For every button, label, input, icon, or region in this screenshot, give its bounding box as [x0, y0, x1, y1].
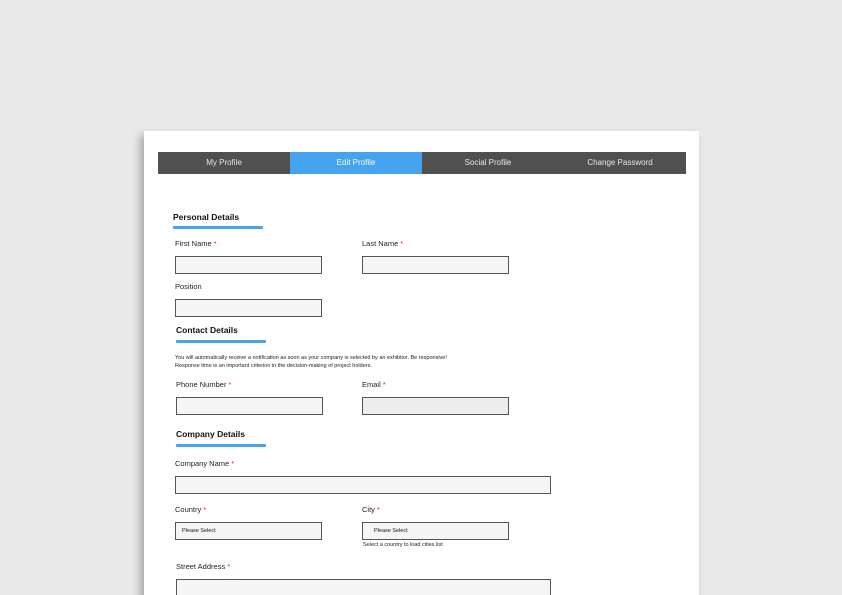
phone-required-mark: * [228, 380, 232, 389]
city-label [362, 505, 380, 514]
personal-details-underline [173, 226, 263, 229]
city-select[interactable] [362, 522, 509, 540]
city-select-hint: Select a country to load cities list [363, 542, 443, 548]
last-name-required-mark: * [400, 239, 404, 248]
company-details-underline [176, 444, 266, 447]
position-label: Position [175, 282, 202, 291]
city-required-mark: * [376, 505, 380, 514]
tab-edit-profile[interactable]: Edit Profile [290, 152, 422, 174]
contact-note-line-2: Response time is an important criterion in the decision-making of project holders. [175, 363, 372, 369]
country-label [175, 505, 206, 514]
tab-change-password[interactable]: Change Password [587, 158, 653, 167]
first-name-input[interactable] [175, 256, 322, 274]
street-address-label-text: Street Address [176, 562, 226, 571]
email-label-text: Email [362, 380, 381, 389]
company-name-required-mark: * [231, 459, 235, 468]
tab-social-profile[interactable]: Social Profile [464, 158, 512, 167]
city-selected-value: Please Select [374, 528, 408, 534]
phone-number-label [176, 380, 231, 389]
contact-details-underline [176, 340, 266, 343]
contact-note-line-1: You will automatically receive a notification as soon as your company is selected by an exhibitor. Be responsive! [175, 355, 447, 361]
first-name-required-mark: * [213, 239, 217, 248]
company-name-label [175, 459, 234, 468]
email-required-mark: * [382, 380, 386, 389]
tab-my-profile[interactable]: My Profile [206, 158, 242, 167]
last-name-input[interactable] [362, 256, 509, 274]
company-name-label-text: Company Name [175, 459, 230, 468]
street-address-input[interactable] [176, 579, 551, 595]
email-label [362, 380, 386, 389]
first-name-label [175, 239, 217, 248]
country-label-text: Country [175, 505, 202, 514]
position-input[interactable] [175, 299, 322, 317]
company-name-input[interactable] [175, 476, 551, 494]
contact-details-heading: Contact Details [176, 325, 238, 335]
first-name-label-text: First Name [175, 239, 212, 248]
contact-notification-note [175, 354, 447, 370]
street-address-label [176, 562, 230, 571]
personal-details-heading: Personal Details [173, 212, 240, 222]
last-name-label-text: Last Name [362, 239, 399, 248]
country-required-mark: * [203, 505, 207, 514]
profile-tab-bar [158, 152, 686, 174]
profile-form-sheet [144, 131, 699, 595]
email-input[interactable] [362, 397, 509, 415]
company-details-heading: Company Details [176, 429, 245, 439]
city-label-text: City [362, 505, 375, 514]
country-selected-value: Please Select [182, 528, 216, 534]
street-address-required-mark: * [227, 562, 231, 571]
phone-number-label-text: Phone Number [176, 380, 227, 389]
last-name-label [362, 239, 403, 248]
country-select[interactable] [175, 522, 322, 540]
phone-number-input[interactable] [176, 397, 323, 415]
